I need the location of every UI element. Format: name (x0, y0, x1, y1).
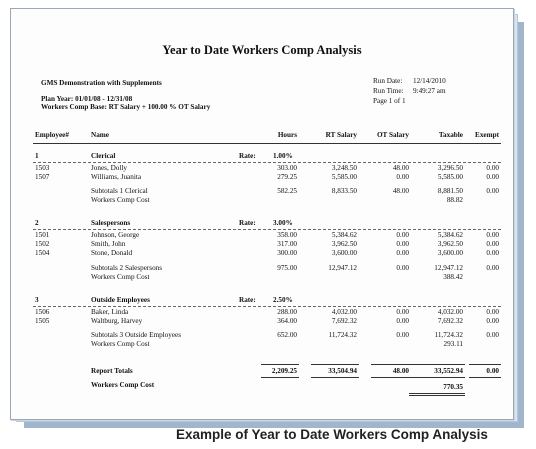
cell-exempt: 0.00 (486, 317, 499, 325)
total-comp-cost-label: Workers Comp Cost (91, 381, 155, 389)
total-underline (371, 377, 411, 378)
employee-id: 1506 (35, 308, 50, 316)
employee-name: Waltburg, Harvey (91, 317, 143, 325)
run-time-label: Run Time: (373, 87, 404, 95)
col-name: Name (91, 131, 109, 139)
group-code: 2 (35, 219, 39, 227)
employee-name: Smith, John (91, 240, 126, 248)
total-rule (371, 364, 411, 365)
cell-hours: 303.00 (277, 164, 297, 172)
total-rt: 33,504.94 (328, 367, 357, 375)
cell-rt: 7,692.32 (331, 317, 357, 325)
comp-cost-label: Workers Comp Cost (91, 273, 150, 281)
employee-id: 1501 (35, 231, 50, 239)
cell-taxable: 3,962.50 (437, 240, 463, 248)
cell-exempt: 0.00 (486, 173, 499, 181)
cell-hours: 317.00 (277, 240, 297, 248)
cell-ot: 0.00 (396, 231, 409, 239)
cost-double-underline (409, 395, 465, 396)
cell-exempt: 0.00 (486, 308, 499, 316)
subtotal-taxable: 12,947.12 (434, 264, 463, 272)
group-rate-label: Rate: (239, 152, 256, 160)
total-underline (409, 377, 465, 378)
employee-id: 1502 (35, 240, 50, 248)
employee-name: Williams, Juanita (91, 173, 142, 181)
comp-cost-label: Workers Comp Cost (91, 340, 150, 348)
cell-rt: 3,962.50 (331, 240, 357, 248)
cell-hours: 358.00 (277, 231, 297, 239)
subtotal-label: Subtotals 2 Salespersons (91, 264, 163, 272)
subtotal-rt: 12,947.12 (328, 264, 357, 272)
total-underline (311, 377, 359, 378)
employee-name: Jones, Dolly (91, 164, 127, 172)
col-employee: Employee# (35, 131, 69, 139)
total-underline (469, 377, 501, 378)
cell-exempt: 0.00 (486, 164, 499, 172)
subtotal-ot: 0.00 (396, 331, 409, 339)
subtotal-hours: 582.25 (277, 187, 297, 195)
subtotal-label: Subtotals 3 Outside Employees (91, 331, 182, 339)
cell-taxable: 4,032.00 (437, 308, 463, 316)
report-title: Year to Date Workers Comp Analysis (162, 43, 362, 57)
plan-year: Plan Year: 01/01/08 - 12/31/08 (41, 95, 133, 103)
total-rule (311, 364, 359, 365)
employee-name: Stone, Donald (91, 249, 133, 257)
cell-exempt: 0.00 (486, 249, 499, 257)
total-rule (469, 364, 501, 365)
subtotal-rt: 11,724.32 (328, 331, 357, 339)
cell-taxable: 3,296.50 (437, 164, 463, 172)
cell-ot: 0.00 (396, 173, 409, 181)
col-ot-salary: OT Salary (376, 131, 409, 139)
group-name: Clerical (91, 152, 116, 160)
report-page (10, 8, 514, 420)
cell-ot: 0.00 (396, 308, 409, 316)
group-rate-label: Rate: (239, 296, 256, 304)
run-time: 9:49:27 am (413, 87, 446, 95)
group-rate-label: Rate: (239, 219, 256, 227)
employee-name: Baker, Linda (91, 308, 129, 316)
subtotal-exempt: 0.00 (486, 331, 499, 339)
cell-exempt: 0.00 (486, 231, 499, 239)
total-underline (261, 377, 299, 378)
subtotal-hours: 975.00 (277, 264, 297, 272)
subtotal-taxable: 11,724.32 (434, 331, 463, 339)
group-rate: 3.00% (273, 219, 293, 227)
employee-id: 1505 (35, 317, 50, 325)
cell-taxable: 5,585.00 (437, 173, 463, 181)
group-divider (33, 306, 501, 307)
subtotal-ot: 0.00 (396, 264, 409, 272)
subtotal-label: Subtotals 1 Clerical (91, 187, 148, 195)
group-divider (33, 162, 501, 163)
group-code: 1 (35, 152, 39, 160)
total-hours: 2,209.25 (271, 367, 297, 375)
cell-exempt: 0.00 (486, 240, 499, 248)
group-rate: 1.00% (273, 152, 293, 160)
comp-cost-label: Workers Comp Cost (91, 196, 150, 204)
cell-ot: 0.00 (396, 249, 409, 257)
group-code: 3 (35, 296, 39, 304)
comp-cost: 293.11 (443, 340, 463, 348)
cell-hours: 288.00 (277, 308, 297, 316)
total-comp-cost: 770.35 (443, 383, 463, 391)
cell-ot: 0.00 (396, 317, 409, 325)
cell-taxable: 3,600.00 (437, 249, 463, 257)
cell-taxable: 7,692.32 (437, 317, 463, 325)
cell-rt: 5,585.00 (331, 173, 357, 181)
total-ot: 48.00 (392, 367, 409, 375)
subtotal-exempt: 0.00 (486, 187, 499, 195)
cell-taxable: 5,384.62 (437, 231, 463, 239)
cell-rt: 5,384.62 (331, 231, 357, 239)
cell-ot: 0.00 (396, 240, 409, 248)
cost-underline (409, 393, 465, 394)
total-rule (409, 364, 465, 365)
subtotal-ot: 48.00 (392, 187, 409, 195)
comp-cost: 388.42 (443, 273, 463, 281)
page-number: Page 1 of 1 (373, 97, 406, 105)
totals-label: Report Totals (91, 367, 133, 375)
group-name: Salespersons (91, 219, 131, 227)
cell-hours: 364.00 (277, 317, 297, 325)
group-rate: 2.50% (273, 296, 293, 304)
run-date: 12/14/2010 (413, 77, 446, 85)
subtotal-rt: 8,833.50 (331, 187, 357, 195)
group-divider (33, 229, 501, 230)
header-rule (33, 143, 501, 144)
company-name: GMS Demonstration with Supplements (41, 79, 162, 87)
employee-id: 1503 (35, 164, 50, 172)
col-exempt: Exempt (475, 131, 499, 139)
total-taxable: 33,552.94 (434, 367, 463, 375)
total-rule (261, 364, 299, 365)
cell-rt: 4,032.00 (331, 308, 357, 316)
col-taxable: Taxable (438, 131, 463, 139)
cell-ot: 48.00 (392, 164, 409, 172)
figure-caption: Example of Year to Date Workers Comp Analysis (176, 427, 488, 442)
run-date-label: Run Date: (373, 77, 403, 85)
total-exempt: 0.00 (486, 367, 499, 375)
col-hours: Hours (277, 131, 297, 139)
comp-base: Workers Comp Base: RT Salary + 100.00 % OT Salary (41, 103, 211, 111)
employee-id: 1504 (35, 249, 50, 257)
cell-rt: 3,600.00 (331, 249, 357, 257)
comp-cost: 88.82 (446, 196, 463, 204)
employee-name: Johnson, George (91, 231, 140, 239)
cell-hours: 300.00 (277, 249, 297, 257)
col-rt-salary: RT Salary (325, 131, 357, 139)
cell-hours: 279.25 (277, 173, 297, 181)
employee-id: 1507 (35, 173, 50, 181)
group-name: Outside Employees (91, 296, 150, 304)
subtotal-taxable: 8,881.50 (437, 187, 463, 195)
subtotal-exempt: 0.00 (486, 264, 499, 272)
subtotal-hours: 652.00 (277, 331, 297, 339)
cell-rt: 3,248.50 (331, 164, 357, 172)
